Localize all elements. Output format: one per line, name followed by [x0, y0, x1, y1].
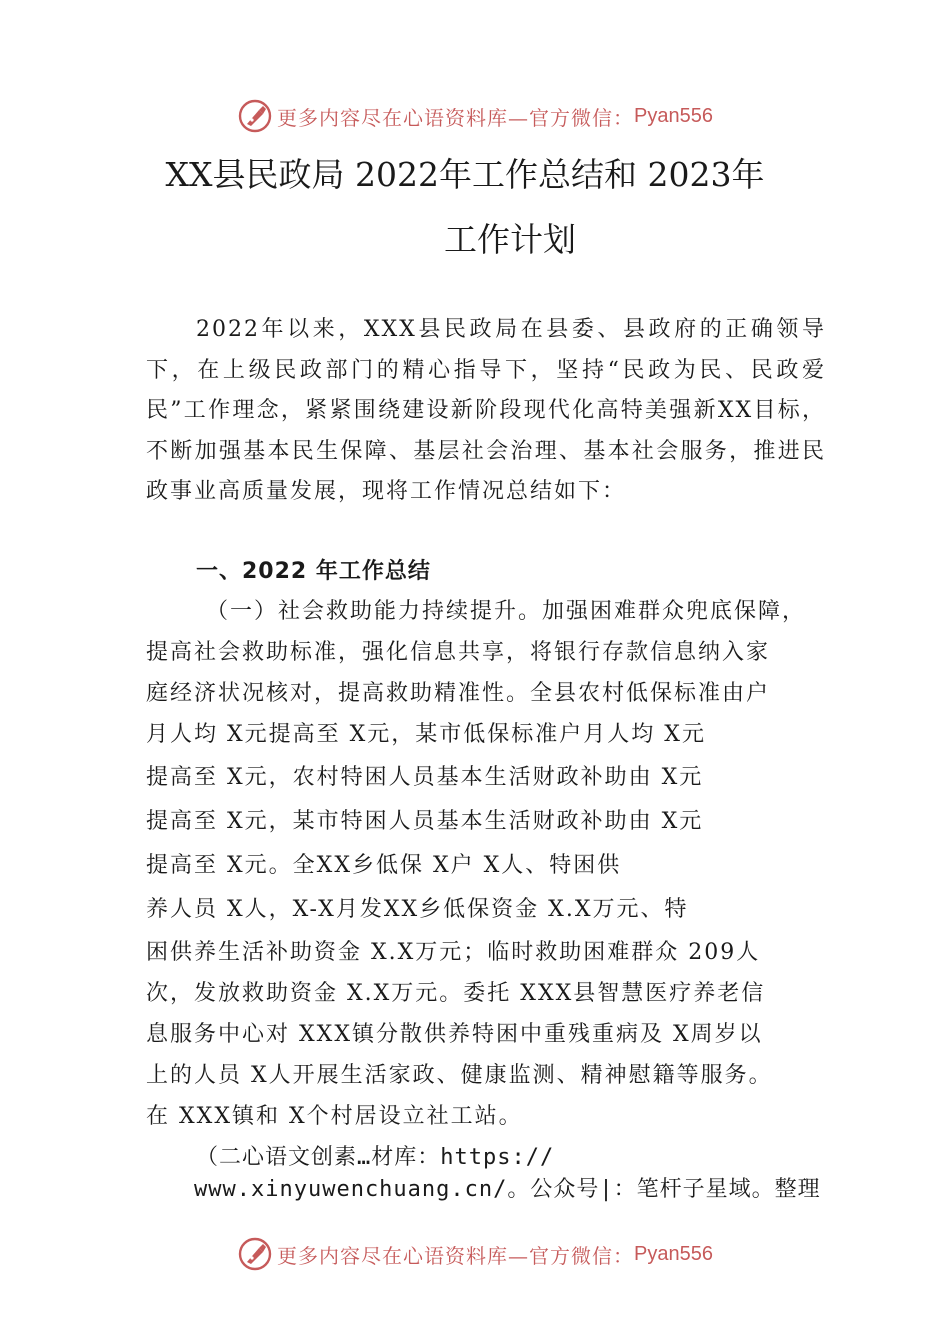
watermark-header: [0, 96, 950, 136]
section-1-line: 提高社会救助标准，强化信息共享，将银行存款信息纳入家: [146, 640, 771, 665]
intro-paragraph: 2022年以来，XXX县民政局在县委、县政府的正确领导下，在上级民政部门的精心指导下，坚持“民政为民、民政爱民”工作理念，紧紧围绕建设新阶段现代化高特美强新XX目标，不断加强基本民生保障、基层社会治理、基本社会服务，推进民政事业高质量发展，现将工作情况总结如下：: [146, 317, 826, 505]
watermark-text: 更多内容尽在心语资料库—官方微信：: [277, 1243, 635, 1268]
section-2-body: [196, 1142, 836, 1206]
pen-nib-icon: [237, 98, 273, 134]
section-1-line: 提高至 X元，某市特困人员基本生活财政补助由 X元: [146, 809, 704, 834]
section-1-line: 在 XXX镇和 X个村居设立社工站。: [146, 1104, 523, 1129]
section-2-line: （二心语文创素…材库：https://: [196, 1145, 555, 1170]
watermark-wechat-id: Pyan556: [634, 104, 713, 127]
section-1-line: 养人员 X人，X-X月发XX乡低保资金 X.X万元、特: [146, 897, 689, 922]
section-1-line: 困供养生活补助资金 X.X万元；临时救助困难群众 209人: [146, 940, 761, 965]
document-title-line-1: XX县民政局 2022年工作总结和 2023年: [165, 155, 765, 194]
section-1-line: （一）社会救助能力持续提升。加强困难群众兜底保障，: [206, 599, 807, 624]
section-1-line: 上的人员 X人开展生活家政、健康监测、精神慰籍等服务。: [146, 1063, 773, 1088]
section-1-heading: 一、2022 年工作总结: [196, 559, 431, 584]
watermark-text: 更多内容尽在心语资料库—官方微信：: [277, 105, 635, 130]
document-title-line-2: 工作计划: [444, 220, 576, 259]
watermark-wechat-id: Pyan556: [634, 1242, 713, 1265]
section-1-line: 月人均 X元提高至 X元，某市低保标准户月人均 X元: [146, 722, 706, 747]
section-1-line: 次，发放救助资金 X.X万元。委托 XXX县智慧医疗养老信: [146, 981, 766, 1006]
section-2-line: www.xinyuwenchuang.cn/。公众号|：笔杆子星域。整理: [194, 1177, 821, 1202]
pen-nib-icon: [237, 1236, 273, 1272]
section-1-line: 提高至 X元。全XX乡低保 X户 X人、特困供: [146, 853, 622, 878]
section-1-line: 提高至 X元，农村特困人员基本生活财政补助由 X元: [146, 765, 704, 790]
section-1-line: 息服务中心对 XXX镇分散供养特困中重残重病及 X周岁以: [146, 1022, 763, 1047]
section-1-line: 庭经济状况核对，提高救助精准性。全县农村低保标准由户: [146, 681, 771, 706]
watermark-footer: [0, 1234, 950, 1274]
